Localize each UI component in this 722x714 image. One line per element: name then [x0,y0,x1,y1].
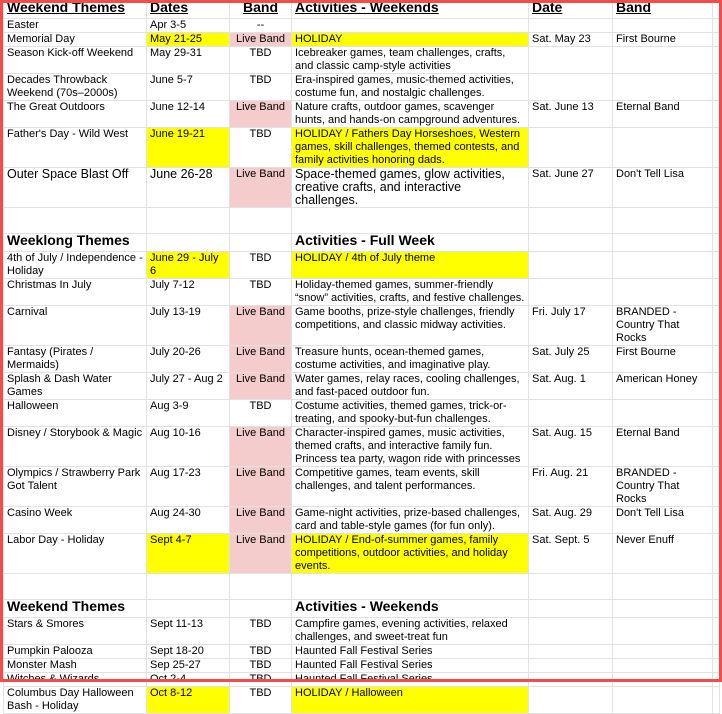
header-activities-weekends[interactable]: Activities - Weekends [292,1,529,19]
theme-cell[interactable]: Carnival [4,306,147,346]
header-band-name[interactable]: Band [613,1,713,19]
date-cell[interactable]: Sat. Aug. 29 [529,507,613,534]
band-cell[interactable]: TBD [230,74,292,101]
dates-cell[interactable]: July 27 - Aug 2 [147,373,230,400]
band-name-cell[interactable]: BRANDED - Country That Rocks [613,467,713,507]
blank-row [4,574,720,600]
table-row [4,346,720,373]
header-band[interactable]: Band [230,1,292,19]
activities-cell[interactable]: HOLIDAY [292,33,529,47]
table-row [4,427,720,467]
activities-cell[interactable]: Costume activities, themed games, trick-or-treating, and spooky-but-fun challenges. [292,400,529,427]
theme-cell[interactable]: 4th of July / Independence - Holiday [4,252,147,279]
table-row [4,101,720,128]
dates-cell[interactable]: July 7-12 [147,279,230,306]
activities-cell[interactable]: Holiday-themed games, summer-friendly “snow” activities, crafts, and festive challenges. [292,279,529,306]
activities-cell[interactable]: Era-inspired games, music-themed activities, costume fun, and nostalgic challenges. [292,74,529,101]
dates-cell[interactable]: Sept 18-20 [147,645,230,659]
band-cell[interactable]: Live Band [230,467,292,507]
dates-cell[interactable]: June 29 - July 6 [147,252,230,279]
band-cell[interactable]: TBD [230,279,292,306]
band-cell[interactable]: TBD [230,618,292,645]
date-cell[interactable] [529,47,613,74]
activities-cell[interactable]: HOLIDAY / 4th of July theme [292,252,529,279]
date-cell[interactable]: Fri. July 17 [529,306,613,346]
band-cell[interactable]: Live Band [230,346,292,373]
dates-cell[interactable]: Apr 3-5 [147,19,230,33]
header-activities-weekends-fall[interactable]: Activities - Weekends [292,600,529,618]
band-name-cell[interactable]: Eternal Band [613,101,713,128]
dates-cell[interactable]: Aug 10-16 [147,427,230,467]
date-cell[interactable] [529,279,613,306]
band-cell[interactable]: TBD [230,645,292,659]
header-row-weekends [4,1,720,19]
band-cell[interactable]: TBD [230,673,292,687]
table-row [4,400,720,427]
band-name-cell[interactable]: First Bourne [613,33,713,47]
dates-cell[interactable]: Sept 11-13 [147,618,230,645]
date-cell[interactable] [529,400,613,427]
table-row [4,618,720,645]
dates-cell[interactable]: June 12-14 [147,101,230,128]
activities-cell[interactable]: HOLIDAY / End-of-summer games, family competitions, outdoor activities, and holiday events. [292,534,529,574]
band-name-cell[interactable]: First Bourne [613,346,713,373]
header-dates[interactable]: Dates [147,1,230,19]
dates-cell[interactable]: May 21-25 [147,33,230,47]
dates-cell[interactable]: June 19-21 [147,128,230,168]
activities-cell[interactable]: Haunted Fall Festival Series [292,659,529,673]
band-cell[interactable]: TBD [230,252,292,279]
dates-cell[interactable]: Aug 17-23 [147,467,230,507]
table-row [4,467,720,507]
header-row-weeklong [4,234,720,252]
band-name-cell[interactable]: Eternal Band [613,427,713,467]
theme-cell[interactable]: Disney / Storybook & Magic [4,427,147,467]
theme-cell[interactable]: Fantasy (Pirates / Mermaids) [4,346,147,373]
schedule-sheet [3,0,720,714]
dates-cell[interactable]: Sept 4-7 [147,534,230,574]
table-row [4,645,720,659]
table-row [4,507,720,534]
header-weekend-themes[interactable]: Weekend Themes [4,1,147,19]
band-name-cell[interactable] [613,279,713,306]
activities-cell[interactable]: HOLIDAY / Halloween [292,687,529,714]
table-row [4,306,720,346]
table-row [4,673,720,687]
dates-cell[interactable]: Oct 8-12 [147,687,230,714]
dates-cell[interactable]: June 26-28 [147,168,230,208]
theme-cell[interactable]: Christmas In July [4,279,147,306]
activities-cell[interactable]: Character-inspired games, music activities, themed crafts, and interactive family fun. Princess tea party, wagon ride with princesses [292,427,529,467]
band-name-cell[interactable] [613,128,713,168]
activities-cell[interactable]: Icebreaker games, team challenges, crafts, and classic camp-style activities [292,47,529,74]
date-cell[interactable]: Sat. June 27 [529,168,613,208]
table-row [4,659,720,673]
band-name-cell[interactable]: Don't Tell Lisa [613,507,713,534]
table-row [4,373,720,400]
table-row [4,74,720,101]
date-cell[interactable]: Sat. Aug. 15 [529,427,613,467]
theme-cell[interactable]: Decades Throwback Weekend (70s–2000s) [4,74,147,101]
band-cell[interactable]: Live Band [230,373,292,400]
activities-cell[interactable]: Game booths, prize-style challenges, friendly competitions, and classic midway activities. [292,306,529,346]
theme-cell[interactable]: Father's Day - Wild West [4,128,147,168]
band-cell[interactable]: Live Band [230,101,292,128]
dates-cell[interactable]: June 5-7 [147,74,230,101]
theme-cell[interactable]: Casino Week [4,507,147,534]
activities-cell[interactable]: Nature crafts, outdoor games, scavenger hunts, and hands-on campground adventures. [292,101,529,128]
theme-cell[interactable]: Season Kick-off Weekend [4,47,147,74]
dates-cell[interactable]: July 20-26 [147,346,230,373]
band-name-cell[interactable] [613,74,713,101]
theme-cell[interactable]: Monster Mash [4,659,147,673]
date-cell[interactable]: Sat. Aug. 1 [529,373,613,400]
theme-cell[interactable]: Outer Space Blast Off [4,168,147,208]
header-weeklong-themes[interactable]: Weeklong Themes [4,234,147,252]
band-name-cell[interactable] [613,19,713,33]
dates-cell[interactable]: Sep 25-27 [147,659,230,673]
band-cell[interactable]: Live Band [230,168,292,208]
theme-cell[interactable]: Pumpkin Palooza [4,645,147,659]
band-cell[interactable]: Live Band [230,33,292,47]
theme-cell[interactable]: Stars & Smores [4,618,147,645]
blank-row [4,208,720,234]
activities-cell[interactable]: Space-themed games, glow activities, creative crafts, and interactive challenges. [292,168,529,208]
table-row [4,19,720,33]
band-cell[interactable]: TBD [230,687,292,714]
activities-cell[interactable]: Haunted Fall Festival Series [292,645,529,659]
dates-cell[interactable]: Aug 3-9 [147,400,230,427]
band-cell[interactable]: TBD [230,659,292,673]
theme-cell[interactable]: Easter [4,19,147,33]
header-date[interactable]: Date [529,1,613,19]
theme-cell[interactable]: The Great Outdoors [4,101,147,128]
band-cell[interactable]: Live Band [230,534,292,574]
header-weekend-themes-fall[interactable]: Weekend Themes [4,600,147,618]
table-row [4,168,720,208]
table-row [4,33,720,47]
band-cell[interactable]: Live Band [230,306,292,346]
band-name-cell[interactable]: BRANDED - Country That Rocks [613,306,713,346]
theme-cell[interactable]: Olympics / Strawberry Park Got Talent [4,467,147,507]
band-cell[interactable]: TBD [230,400,292,427]
date-cell[interactable]: Sat. May 23 [529,33,613,47]
activities-cell[interactable]: Haunted Fall Festival Series [292,673,529,687]
header-activities-full-week[interactable]: Activities - Full Week [292,234,529,252]
date-cell[interactable] [529,128,613,168]
date-cell[interactable] [529,19,613,33]
activities-cell[interactable]: HOLIDAY / Fathers Day Horseshoes, Western games, skill challenges, themed contests, and family activities honoring dads. [292,128,529,168]
theme-cell[interactable]: Labor Day - Holiday [4,534,147,574]
theme-cell[interactable]: Halloween [4,400,147,427]
activities-cell[interactable]: Game-night activities, prize-based challenges, card and table-style games (for fun only). [292,507,529,534]
table-row [4,47,720,74]
theme-cell[interactable]: Witches & Wizards [4,673,147,687]
table-row [4,252,720,279]
band-cell[interactable]: Live Band [230,507,292,534]
band-cell[interactable]: TBD [230,47,292,74]
theme-cell[interactable]: Memorial Day [4,33,147,47]
date-cell[interactable] [529,252,613,279]
dates-cell[interactable]: July 13-19 [147,306,230,346]
date-cell[interactable]: Sat. June 13 [529,101,613,128]
theme-cell[interactable]: Splash & Dash Water Games [4,373,147,400]
band-cell[interactable]: TBD [230,128,292,168]
band-name-cell[interactable] [613,47,713,74]
table-row [4,534,720,574]
activities-cell[interactable]: Campfire games, evening activities, relaxed challenges, and sweet-treat fun [292,618,529,645]
band-cell[interactable]: -- [230,19,292,33]
table-row [4,279,720,306]
table-row [4,687,720,714]
band-name-cell[interactable]: Never Enuff [613,534,713,574]
date-cell[interactable]: Fri. Aug. 21 [529,467,613,507]
date-cell[interactable] [529,74,613,101]
date-cell[interactable]: Sat. Sept. 5 [529,534,613,574]
band-name-cell[interactable] [613,252,713,279]
band-cell[interactable]: Live Band [230,427,292,467]
activities-cell[interactable] [292,19,529,33]
dates-cell[interactable]: May 29-31 [147,47,230,74]
activities-cell[interactable]: Competitive games, team events, skill challenges, and talent performances. [292,467,529,507]
table-row [4,128,720,168]
dates-cell[interactable]: Oct 2-4 [147,673,230,687]
band-name-cell[interactable] [613,400,713,427]
activities-cell[interactable]: Water games, relay races, cooling challenges, and fast-paced outdoor fun. [292,373,529,400]
band-name-cell[interactable]: Don't Tell Lisa [613,168,713,208]
date-cell[interactable]: Sat. July 25 [529,346,613,373]
theme-cell[interactable]: Columbus Day Halloween Bash - Holiday [4,687,147,714]
dates-cell[interactable]: Aug 24-30 [147,507,230,534]
activities-cell[interactable]: Treasure hunts, ocean-themed games, costume activities, and imaginative play. [292,346,529,373]
header-row-fall-weekends [4,600,720,618]
band-name-cell[interactable]: American Honey [613,373,713,400]
